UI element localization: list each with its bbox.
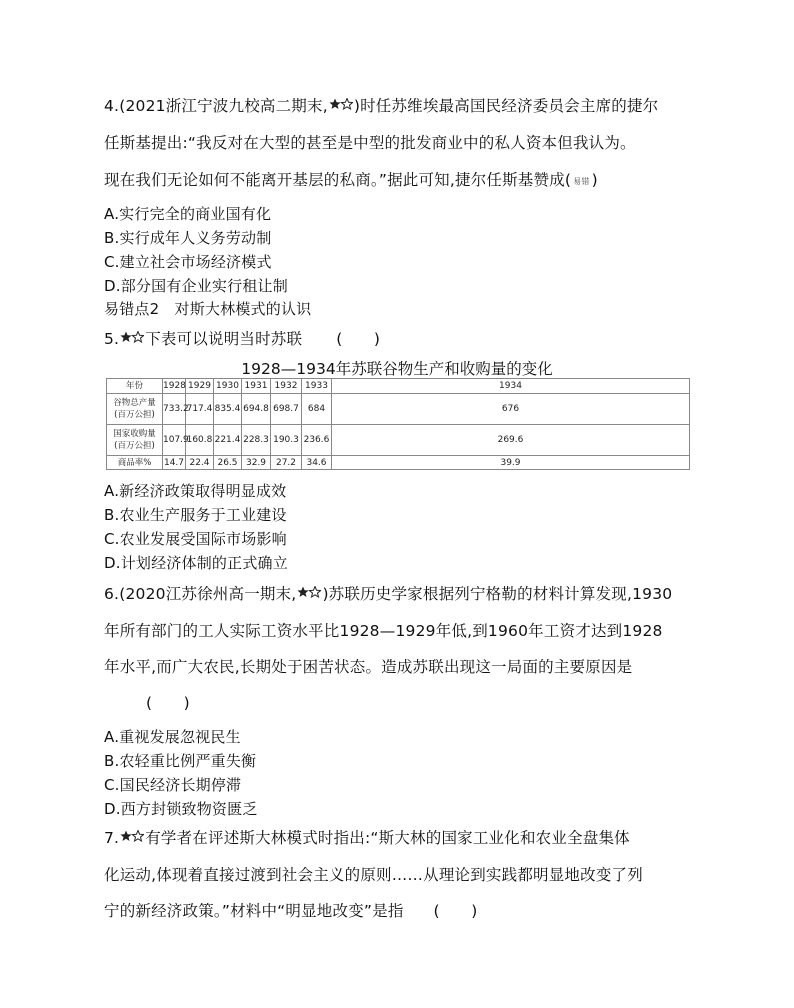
q7-line-2: 化运动,体现着直接过渡到社会主义的原则……从理论到实践都明显地改变了列 xyxy=(104,866,643,884)
table-row xyxy=(107,425,690,456)
grain-table xyxy=(106,378,690,470)
q5-stem: 下表可以说明当时苏联 xyxy=(145,330,303,348)
table-cell: 269.6 xyxy=(332,425,690,456)
q7-line-1-rest: 有学者在评述斯大林模式时指出:“斯大林的国家工业化和农业全盘集体 xyxy=(145,829,630,847)
table-cell: 236.6 xyxy=(302,425,332,456)
table-header-label: 年份 xyxy=(107,379,163,394)
q4-line-1-rest: )时任苏维埃最高国民经济委员会主席的捷尔 xyxy=(353,97,659,115)
q4-option-c: C.建立社会市场经济模式 xyxy=(104,253,272,271)
table-cell: 733.2 xyxy=(163,394,186,425)
table-cell: 221.4 xyxy=(214,425,242,456)
q5-answer-paren: ( ) xyxy=(336,330,381,348)
q5-option-c: C.农业发展受国际市场影响 xyxy=(104,530,287,548)
q6-option-d: D.西方封锁致物资匮乏 xyxy=(104,800,258,818)
two-star-difficulty-icon xyxy=(329,98,353,110)
table-year: 1930 xyxy=(214,379,242,394)
q6-line-1 xyxy=(104,582,672,604)
q7-answer-paren: ( ) xyxy=(433,902,478,920)
q7-number: 7. xyxy=(104,829,120,847)
q7-line-1 xyxy=(104,826,630,848)
table-year: 1928 xyxy=(163,379,186,394)
row-label-line-1: 国家收购量 xyxy=(113,429,156,439)
row-label-line-1: 谷物总产量 xyxy=(113,398,156,408)
table-row xyxy=(107,456,690,470)
table-row-label xyxy=(107,394,163,425)
table-cell: 694.8 xyxy=(242,394,271,425)
table-cell: 39.9 xyxy=(332,456,690,470)
table-row-label: 商品率% xyxy=(107,456,163,470)
table-year: 1929 xyxy=(186,379,214,394)
q6-option-b: B.农轻重比例严重失衡 xyxy=(104,752,257,770)
table-cell: 27.2 xyxy=(271,456,302,470)
q6-line-1-rest: )苏联历史学家根据列宁格勒的材料计算发现,1930 xyxy=(322,585,673,603)
q6-line-3: 年水平,而广大农民,长期处于困苦状态。造成苏联出现这一局面的主要原因是 xyxy=(104,658,633,676)
q4-line-3 xyxy=(104,168,598,190)
table-cell: 22.4 xyxy=(186,456,214,470)
q4-option-b: B.实行成年人义务劳动制 xyxy=(104,229,272,247)
table-cell: 26.5 xyxy=(214,456,242,470)
q4-option-d: D.部分国有企业实行租让制 xyxy=(104,277,288,295)
table-cell: 14.7 xyxy=(163,457,185,468)
table-year: 1932 xyxy=(271,379,302,394)
table-header-row xyxy=(107,379,690,394)
q4-line-3-text: 现在我们无论如何不能离开基层的私商。”据此可知,捷尔任斯基赞成( xyxy=(104,171,572,189)
table-year: 1934 xyxy=(332,379,690,394)
q6-answer-paren: ( ) xyxy=(146,694,190,712)
row-label-line-2: (百万公担) xyxy=(114,410,155,420)
table-caption: 1928—1934年苏联谷物生产和收购量的变化 xyxy=(241,360,553,378)
two-star-difficulty-icon xyxy=(120,830,144,842)
two-star-difficulty-icon xyxy=(120,331,144,343)
q4-number: 4. xyxy=(104,97,120,115)
two-star-difficulty-icon xyxy=(297,586,321,598)
q4-line-2: 任斯基提出:“我反对在大型的甚至是中型的批发商业中的私人资本但我认为。 xyxy=(104,134,636,152)
q6-option-a: A.重视发展忽视民生 xyxy=(104,728,241,746)
table-year: 1931 xyxy=(242,379,271,394)
q5-option-d: D.计划经济体制的正式确立 xyxy=(104,554,288,572)
q4-source: (2021浙江宁波九校高二期末, xyxy=(119,97,328,115)
table-cell: 34.6 xyxy=(302,456,332,470)
q6-source: (2020江苏徐州高一期末, xyxy=(119,585,297,603)
q5-stem-line xyxy=(104,327,380,349)
table-row-label xyxy=(107,425,163,456)
table-cell: 698.7 xyxy=(271,394,302,425)
q4-line-3-end: ) xyxy=(591,171,598,189)
table-cell: 684 xyxy=(302,394,332,425)
table-cell: 160.8 xyxy=(186,425,214,456)
section-heading: 易错点2 对斯大林模式的认识 xyxy=(104,300,312,318)
q6-number: 6. xyxy=(104,585,120,603)
table-cell: 107.9 xyxy=(163,425,186,456)
q7-line-3 xyxy=(104,899,477,921)
q4-option-a: A.实行完全的商业国有化 xyxy=(104,205,272,223)
table-year: 1933 xyxy=(302,379,332,394)
table-cell: 228.3 xyxy=(242,425,271,456)
q5-number: 5. xyxy=(104,330,120,348)
table-cell: 835.4 xyxy=(214,394,242,425)
q6-line-2: 年所有部门的工人实际工资水平比1928—1929年低,到1960年工资才达到1928 xyxy=(104,622,663,640)
table-cell: 717.4 xyxy=(186,394,214,425)
q6-option-c: C.国民经济长期停滞 xyxy=(104,776,242,794)
q5-option-b: B.农业生产服务于工业建设 xyxy=(104,506,287,524)
q7-line-3-text: 宁的新经济政策。”材料中“明显地改变”是指 xyxy=(104,902,404,920)
row-label-line-2: (百万公担) xyxy=(114,441,155,451)
table-cell: 676 xyxy=(332,394,690,425)
table-cell: 32.9 xyxy=(242,456,271,470)
q4-line-1 xyxy=(104,94,658,116)
table-row xyxy=(107,394,690,425)
q5-option-a: A.新经济政策取得明显成效 xyxy=(104,482,287,500)
q4-tag: 易错 xyxy=(573,177,590,186)
table-cell: 190.3 xyxy=(271,425,302,456)
